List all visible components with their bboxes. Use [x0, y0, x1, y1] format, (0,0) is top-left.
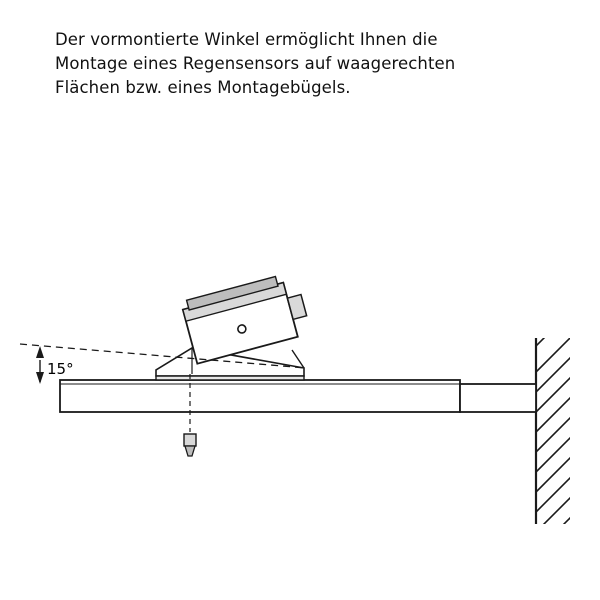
caption-line-2: Montage eines Regensensors auf waagerechten: [55, 53, 456, 73]
horizontal-surface-beam: [60, 380, 536, 412]
caption-line-1: Der vormontierte Winkel ermöglicht Ihnen die: [55, 30, 438, 49]
angle-label: 15°: [47, 360, 74, 378]
wall-hatched: [530, 312, 576, 552]
sensor-housing: [181, 271, 312, 363]
caption-line-3: Flächen bzw. eines Montagebügels.: [55, 77, 351, 97]
